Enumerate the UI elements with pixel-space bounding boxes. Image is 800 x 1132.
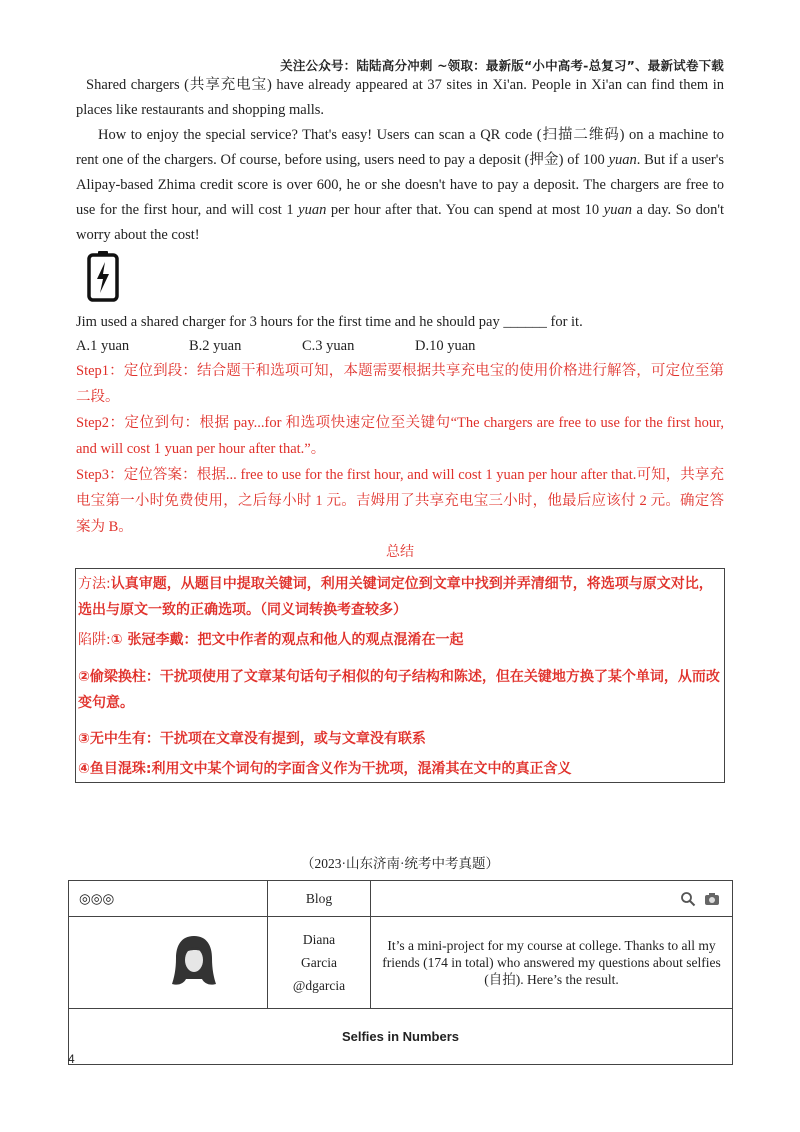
option-a: A.1 yuan (76, 338, 130, 354)
option-c: C.3 yuan (302, 338, 355, 354)
trap-3: ③无中生有：干扰项在文章没有提到，或与文章没有联系 (78, 731, 426, 747)
question-options (76, 334, 576, 359)
profile-cell (268, 917, 371, 1009)
method-text: 认真审题，从题目中提取关键词，利用关键词定位到文章中找到并弄清细节，将选项与原文对比，选出与原文一致的正确选项。（同义词转换考查较多） (78, 576, 713, 618)
profile-last-name: Garcia (301, 955, 337, 970)
passage-text: per hour after that. You can spend at most 10 (326, 202, 604, 218)
trap-label: 陷阱: (78, 632, 111, 648)
step-3: Step3：定位答案：根据... free to use for the first hour, and will cost 1 yuan per hour after that.可知，共享充电宝第一小时免费使用，之后每小时 1 元。吉姆用了共享充电宝三小时，他最后应该付 2 元。确定答案为 B。 (76, 467, 724, 535)
yuan-word: yuan (603, 202, 632, 218)
profile-first-name: Diana (302, 932, 336, 947)
trap-line-1 (78, 627, 722, 653)
summary-box (75, 568, 725, 783)
passage-paragraph-2 (76, 123, 724, 248)
question-text: Jim used a shared charger for 3 hours for the first time and he should pay ______ for it. (76, 314, 583, 330)
blog-title: Blog (268, 881, 371, 917)
menu-dots[interactable]: ◎◎◎ (69, 881, 268, 917)
battery-charging-icon (86, 250, 120, 302)
camera-icon[interactable] (704, 892, 720, 906)
step-1: Step1：定位到段：结合题干和选项可知，本题需要根据共享充电宝的使用价格进行解答，可定位至第二段。 (76, 363, 724, 405)
source-line: （2023·山东济南·统考中考真题） (301, 856, 499, 871)
method-label: 方法: (78, 576, 111, 592)
method-line (78, 571, 722, 623)
profile-handle[interactable]: @dgarcia (292, 978, 346, 993)
trap-line-3 (78, 726, 722, 752)
option-b: B.2 yuan (189, 338, 242, 354)
trap-4: ④鱼目混珠:利用文中某个词句的字面含义作为干扰项，混淆其在文中的真正含义 (78, 761, 572, 777)
blog-table (68, 880, 733, 1065)
passage-paragraph-1: Shared chargers (共享充电宝) have already appeared at 37 sites in Xi'an. People in Xi'an can find them in places like restaurants and shopping malls. (76, 77, 724, 118)
step-2: Step2：定位到句：根据 pay...for 和选项快速定位至关键句“The chargers are free to use for the first hour, and will cost 1 yuan per hour after that.”。 (76, 415, 724, 457)
trap-1: ① 张冠李戴：把文中作者的观点和他人的观点混淆在一起 (110, 632, 464, 648)
option-d: D.10 yuan (415, 338, 476, 354)
avatar-icon (171, 933, 217, 989)
passage-text: . But if a user's Alipay-based Zhima credit score is over 600, he or she doesn't have to pay a deposit. The chargers are free to use for the first hour, and will cost 1 (76, 152, 725, 218)
yuan-word: yuan (608, 152, 637, 168)
trap-line-2 (78, 664, 722, 716)
passage-text: How to enjoy the special service? That's easy! Users can scan a QR code (扫描二维码) on a machine to rent one of the chargers. Of course, before using, users need to pay a deposit (押金) of 100 (76, 127, 724, 168)
passage-text: a day. So don't worry about the cost! (76, 202, 724, 243)
avatar-cell (69, 917, 268, 1009)
trap-2: ②偷梁换柱：干扰项使用了文章某句话句子相似的句子结构和陈述，但在关键地方换了某个单词，从而改变句意。 (78, 669, 720, 711)
summary-title: 总结 (386, 544, 414, 560)
trap-line-4 (78, 756, 722, 782)
page-header: 关注公众号：陆陆高分冲刺 ~领取：最新版“小中高考-总复习”、最新试卷下载 (280, 58, 724, 73)
yuan-word: yuan (298, 202, 327, 218)
search-icon[interactable] (680, 891, 696, 907)
section-title: Selfies in Numbers (69, 1009, 733, 1065)
page-number: 4 (68, 1052, 75, 1066)
intro-cell: It’s a mini-project for my course at college. Thanks to all my friends (174 in total) who answered my questions about selfies (自拍). Here’s the result. (371, 917, 733, 1009)
blog-toolbar (371, 881, 733, 917)
